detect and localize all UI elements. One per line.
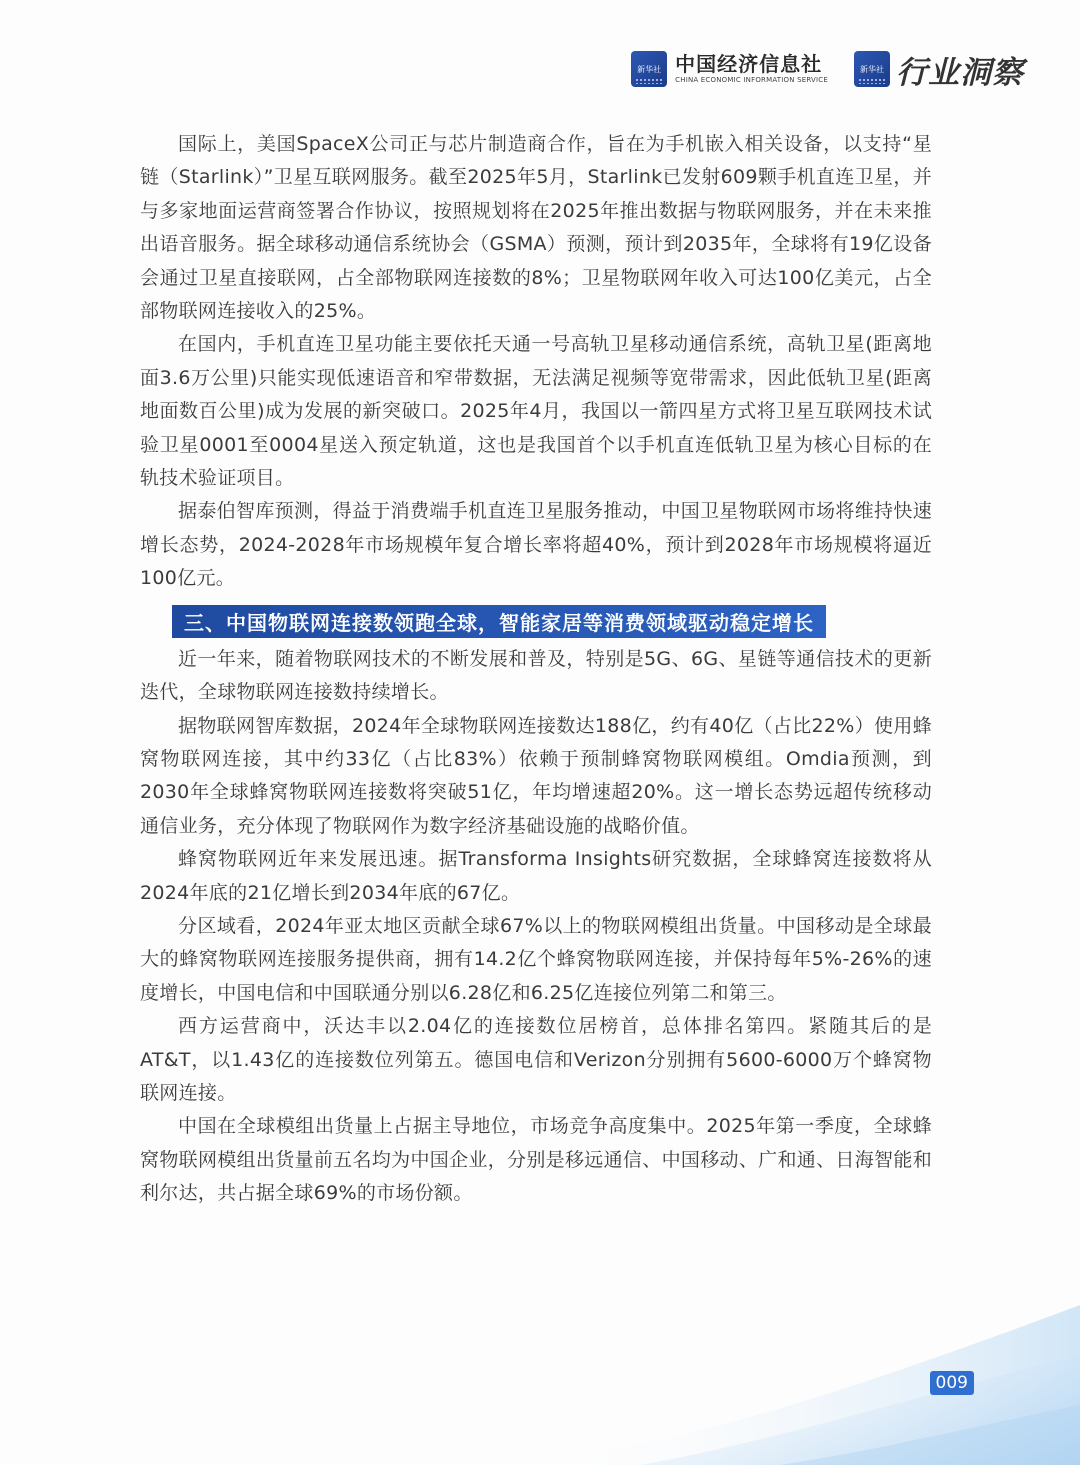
paragraph: 据物联网智库数据，2024年全球物联网连接数达188亿，约有40亿（占比22%）使用蜂窝物联网连接，其中约33亿（占比83%）依赖于预制蜂窝物联网模组。Omdia预测，到2030年全球蜂窝物联网连接数将突破51亿，年均增速超20%。这一增长态势远超传统移动通信业务，充分体现了物联网作为数字经济基础设施的战略价值。 bbox=[140, 714, 932, 837]
xinhua-logo-secondary bbox=[854, 51, 890, 87]
section-heading: 三、中国物联网连接数领跑全球，智能家居等消费领域驱动稳定增长 bbox=[184, 610, 814, 635]
decorative-wave bbox=[520, 1265, 1080, 1465]
publisher-name: 中国经济信息社 bbox=[675, 52, 823, 76]
paragraph: 中国在全球模组出货量上占据主导地位，市场竞争高度集中。2025年第一季度，全球蜂窝物联网模组出货量前五名均为中国企业，分别是移远通信、中国移动、广和通、日海智能和利尔达，共占据全球69%的市场份额。 bbox=[140, 1115, 932, 1205]
series-block bbox=[854, 47, 1024, 92]
publisher-block bbox=[675, 53, 828, 85]
page-header bbox=[631, 46, 1024, 92]
logo-badge-text: 新华社 bbox=[637, 64, 662, 74]
paragraph: 近一年来，随着物联网技术的不断发展和普及，特别是5G、6G、星链等通信技术的更新迭代，全球物联网连接数持续增长。 bbox=[140, 647, 932, 704]
series-title: 行业洞察 bbox=[896, 54, 1024, 91]
article-body bbox=[140, 128, 932, 1211]
paragraph: 国际上，美国SpaceX公司正与芯片制造商合作，旨在为手机嵌入相关设备，以支持“星链（Starlink）”卫星互联网服务。截至2025年5月，Starlink已发射609颗手机直连卫星，并与多家地面运营商签署合作协议，按照规划将在2025年推出数据与物联网服务，并在未来推出语音服务。据全球移动通信系统协会（GSMA）预测，预计到2035年，全球将有19亿设备会通过卫星直接联网，占全部物联网连接数的8%；卫星物联网年收入可达100亿美元，占全部物联网连接收入的25%。 bbox=[140, 133, 932, 323]
paragraph: 西方运营商中，沃达丰以2.04亿的连接数位居榜首，总体排名第四。紧随其后的是AT&T，以1.43亿的连接数位列第五。德国电信和Verizon分别拥有5600-6000万个蜂窝物联网连接。 bbox=[140, 1015, 932, 1104]
paragraph: 据泰伯智库预测，得益于消费端手机直连卫星服务推动，中国卫星物联网市场将维持快速增长态势，2024-2028年市场规模年复合增长率将超40%，预计到2028年市场规模将逼近100亿元。 bbox=[140, 500, 932, 590]
publisher-english-name: CHINA ECONOMIC INFORMATION SERVICE bbox=[675, 76, 828, 84]
page-number: 009 bbox=[930, 1371, 974, 1395]
logo-badge-text-2: 新华社 bbox=[860, 64, 884, 74]
section-heading-bar bbox=[172, 605, 826, 638]
paragraph: 蜂窝物联网近年来发展迅速。据Transforma Insights研究数据，全球蜂窝连接数将从2024年底的21亿增长到2034年底的67亿。 bbox=[140, 848, 932, 904]
paragraph: 在国内，手机直连卫星功能主要依托天通一号高轨卫星移动通信系统，高轨卫星(距离地面3.6万公里)只能实现低速语音和窄带数据，无法满足视频等宽带需求，因此低轨卫星(距离地面数百公里)成为发展的新突破口。2025年4月，我国以一箭四星方式将卫星互联网技术试验卫星0001至0004星送入预定轨道，这也是我国首个以手机直连低轨卫星为核心目标的在轨技术验证项目。 bbox=[140, 333, 932, 490]
xinhua-logo bbox=[631, 51, 667, 87]
paragraph: 分区域看，2024年亚太地区贡献全球67%以上的物联网模组出货量。中国移动是全球最大的蜂窝物联网连接服务提供商，拥有14.2亿个蜂窝物联网连接，并保持每年5%-26%的速度增长，中国电信和中国联通分别以6.28亿和6.25亿连接位列第二和第三。 bbox=[140, 914, 932, 1004]
